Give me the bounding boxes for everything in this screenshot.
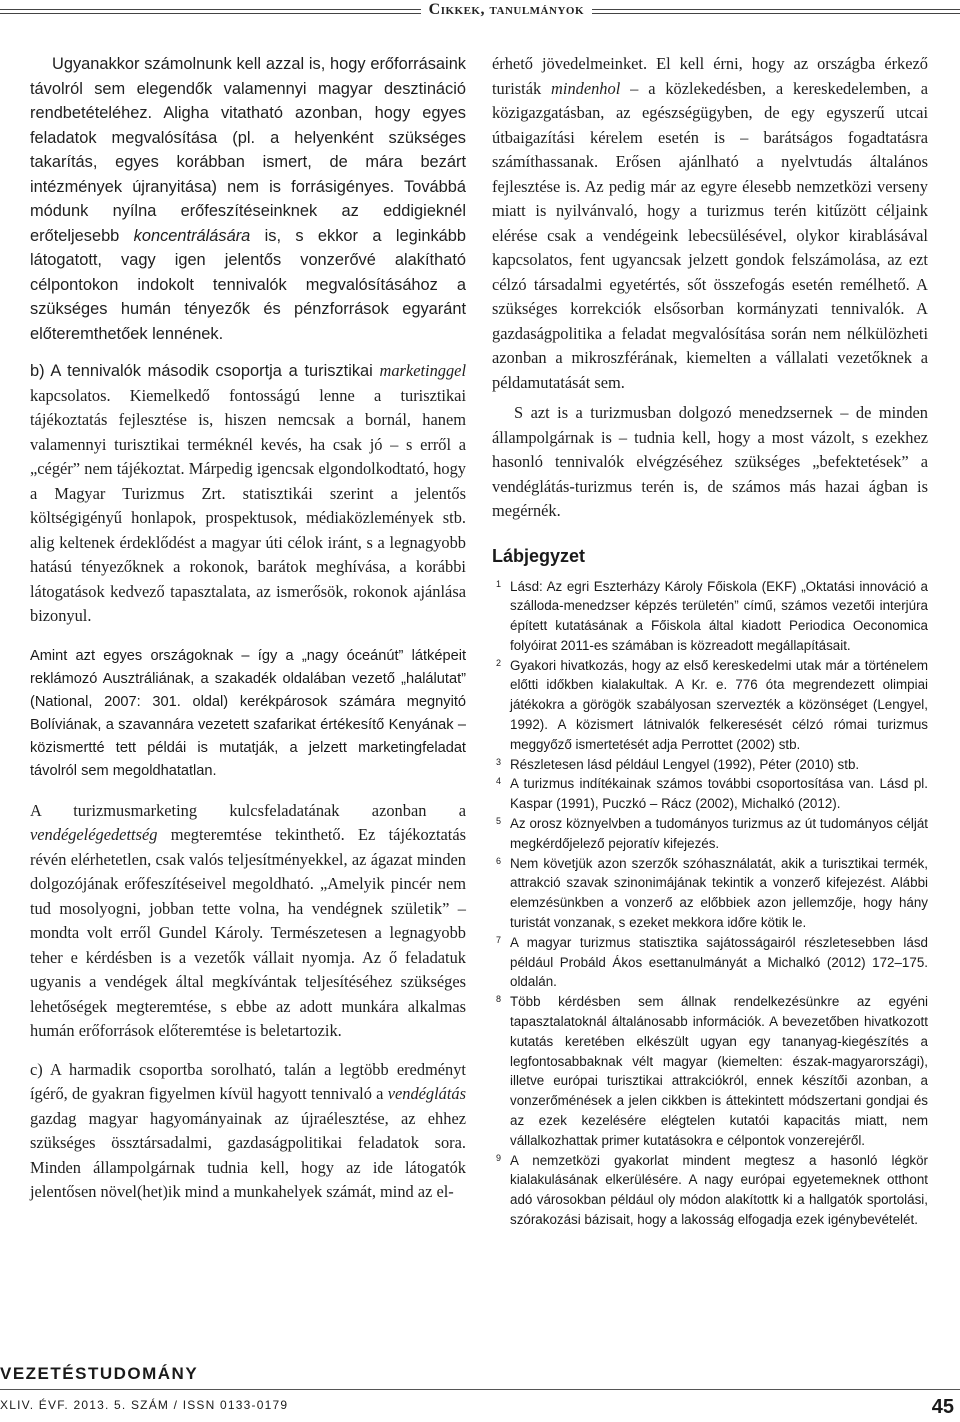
- footnote-text: A magyar turizmus statisztika sajátosságairól részletesebben lásd például Probáld Ákos esettanulmányát a Michalkó (2012) 172–175. oldalán.: [510, 934, 928, 990]
- right-column: [492, 52, 928, 1230]
- paragraph-3: Amint azt egyes országoknak – így a „nagy óceánút” látképeit reklámozó Ausztráliának, a szakadék oldalában vezető „halálutat” (National, 2007: 301. oldal) kerékpárosok számára megnyitó Bolíviának, a szavannára vezetett szafarikat értékesítő Kenyának – közismertté tett példái is mutatják, a jelzett marketingfeladat távolról sem megoldhatatlan.: [30, 647, 466, 779]
- footnote-3: [492, 755, 928, 775]
- footnote-text: A nemzetközi gyakorlat mindent megtesz a hasonló légkör kialakulásának elkerülésére. A nagy európai egyetemeknek otthont adó városokban például oly módon alakítottk ki a hallgatók sportolási, szórakozási bázisait, hogy a lakosság elfogadja ezek igénybevételét.: [510, 1152, 928, 1227]
- footnote-number: 8: [496, 994, 502, 1005]
- footnote-1: [492, 577, 928, 656]
- footnote-number: 4: [496, 776, 502, 787]
- paragraph-6: érhető jövedelmeinket. El kell érni, hogy az országba érkező turisták mindenhol – a közlekedésben, a kereskedelemben, a közigazgatásban, az egészségügyben, de egy egyszerű utcai útbaigazítási kérelem esetén is – barátságos fogadtatásra számíthassanak. Erősen ajánlható a nyelvtudás általános fejlesztése is. Az pedig már az egyre élesebb nemzetközi verseny miatt is nyilvánvaló, hogy a turizmus terén kitűzött céljaink elérése csak a vendégeink lebecsülésével, olykor kirablásával kapcsolatos, fent ugyancsak jelzett gondok felszámolása, az ezt célzó társadalmi egyetértés, sőt összefogás esetén remélhető. A szükséges korrekciók elsősorban kormányzati tennivalók. A gazdaságpolitika a feladat megvalósítása során nem nélkülözheti azonban a mikroszférának, kiemelten a vállalati vezetőknek a példamutatását sem.: [492, 54, 928, 392]
- footnote-2: [492, 656, 928, 755]
- footnote-4: [492, 774, 928, 814]
- paragraph-2: b) A tennivalók második csoportja a turisztikai marketinggel kapcsolatos. Kiemelkedő fontosságú lenne a turisztikai tájékoztatás fejlesztése is, hiszen nemcsak a bornál, hanem valamennyi turisztikai terméknél kevés, ha csak jó – s erről a „cégér” nem tájékoztat. Márpedig igencsak elgondolkodtató, hogy a Magyar Turizmus Zrt. statisztikái szerint a jelentős költségigényű honlapok, prospektusok, médiaközlemények stb. alig keltenek érdeklődést a magyar úti célok iránt, s a legnagyobb hatású tényezőknek a rokonok, barátok meghívása, a korábbi látogatások kedvező tapasztalata, az ismerősök, rokonok ajánlása bizonyul.: [30, 361, 466, 625]
- footnote-5: [492, 814, 928, 854]
- paragraph-7: S azt is a turizmusban dolgozó menedzsernek – de minden állampolgárnak is – tudnia kell, hogy a most vázolt, s ezekhez hasonló tennivalók elvégzéséhez szükséges „befektetések” a vendéglátás-turizmus terén is, de számos más hazai ágban is megérnék.: [492, 403, 928, 520]
- left-column: [30, 52, 466, 1205]
- paragraph-4: A turizmusmarketing kulcsfeladatának azonban a vendégelégedettség megteremtése tekinthető. Ez tájékoztatás révén elérhetetlen, csak valós teljesítményekkel, az ágazat minden dolgozójának erőfeszítéseivel megoldható. „Amelyik pincér nem tud mosolyogni, jobban tette volna, ha vendégnek születik” – mondta volt erről Gundel Károly. Természetesen a legnagyobb teher e kérdésben is a vezetők vállait nyomja. Az ő feladatuk ugyanis a vendégek által megkívántak teljesítéséhez szükséges lehetőségek megteremtése, s ebbe az adott munkára alkalmas humán erőforrások előteremtése is beletartozik.: [30, 800, 466, 1040]
- footnote-number: 5: [496, 816, 502, 827]
- footnote-number: 1: [496, 578, 502, 589]
- footnote-text: Több kérdésben sem állnak rendelkezésünkre az egyéni tapasztalatoknál általánosabb információk. A bevezetőben hivatkozott kutatás keretében elkészült ugyan egy tananyag-kiegészítés a legfontosabbaknak vélt magyar (kiemelten: észak-magyarországi), illetve európai turisztikai attrakciókról, ennek készítői azonban, a vonzerőménések a jelen cikkben is áttekintett módszertani gondjai és az ezek kezelésére elégtelen kutatói kapacitás miatt, nem vállalkozhattak primer kutatásokra e célpontok vonzerejéről.: [510, 994, 928, 1148]
- footnotes-heading: Lábjegyzet: [492, 545, 586, 566]
- footer-rule: [0, 1389, 960, 1390]
- paragraph-1: Ugyanakkor számolnunk kell azzal is, hogy erőforrásaink távolról sem elegendők valamennyi magyar desztináció rendbetételéhez. Aligha vitatható azonban, hogy egyes feladatok megvalósítása (pl. a helyenként szükséges takarítás, egyes korábban ismert, de mára bezárt intézmények újranyitása) nem is forrásigényes. Továbbá módunk nyílna erőfeszítéseinknek az eddigieknél erőteljesebb koncentrálására is, s ekkor a leginkább látogatott, vagy igen jelentős vonzerővé alakítható célpontokon indokolt tennivalók megvalósításához a szükséges humán tényezők és pénzforrások egyaránt előteremthetőek lennének.: [30, 55, 466, 343]
- footnote-7: [492, 933, 928, 992]
- footnote-text: Gyakori hivatkozás, hogy az első kereskedelmi utak már a történelem előtti időkben kialakultak. A Kr. e. 776 óta megrendezett olimpiai játékokra a görögök szabályosan szervezték a közönséget (Lengyel, 1992). A közismert látnivalók felkeresését célzó római turizmus meggyőző ismertetését adja Perrottet (2002) stb.: [510, 657, 928, 752]
- issue-info: XLIV. ÉVF. 2013. 5. SZÁM / ISSN 0133-0179: [0, 1398, 289, 1412]
- footnote-9: [492, 1151, 928, 1230]
- footnotes: [492, 577, 928, 1230]
- journal-name: VEZETÉSTUDOMÁNY: [0, 1364, 199, 1383]
- paragraph-5: c) A harmadik csoportba sorolható, talán a legtöbb eredményt ígérő, de gyakran figyelmen kívül hagyott tennivaló a vendéglátás gazdag magyar hagyományainak az újraélesztése, az ehhez szükséges össztársadalmi, gazdaságpolitikai feladatok sora. Minden állampolgárnak tudnia kell, hogy az ide látogatók jelentősen növel(het)ik mind a munkahelyek számát, mind az el-: [30, 1059, 466, 1201]
- running-head-title: Cikkek, tanulmányok: [421, 1, 592, 19]
- footnote-number: 2: [496, 657, 502, 668]
- footnote-text: Lásd: Az egri Eszterházy Károly Főiskola (EKF) „Oktatási innováció a szálloda-menedzser képzés területén” című, számos vezetői interjúra épített kutatásának a Főiskola által kiadott Periodica Oeconomica folyóirat 2011-es számában is közreadott megállapításait.: [510, 578, 928, 653]
- footnote-text: A turizmus indítékainak számos további csoportosítása van. Lásd pl. Kaspar (1991), Puczkó – Rácz (2002), Michalkó (2012).: [510, 776, 928, 812]
- footnote-text: Az orosz köznyelvben a tudományos turizmus az út tudományos célját megkérdőjelező pejoratív kifejezés.: [510, 816, 928, 851]
- footnote-8: [492, 992, 928, 1150]
- footnote-text: Nem követjük azon szerzők szóhasználatát, akik a turisztikai termék, attrakció szavak szinonimájának tekintik a vonzerő kifejezést. Alábbi elemzésünkben a vonzerő az előbbiek azon jellemzője, hogy hány turistát vonzanak, s ezeket mekkora időre kötik le.: [510, 855, 928, 931]
- footnote-number: 9: [496, 1152, 502, 1163]
- footnote-number: 7: [496, 934, 502, 945]
- running-head: [0, 0, 960, 30]
- page-number: 45: [931, 1396, 954, 1418]
- footnote-6: [492, 854, 928, 933]
- footnote-number: 3: [496, 756, 502, 767]
- footnote-text: Részletesen lásd például Lengyel (1992), Péter (2010) stb.: [510, 756, 860, 772]
- footnote-number: 6: [496, 855, 502, 866]
